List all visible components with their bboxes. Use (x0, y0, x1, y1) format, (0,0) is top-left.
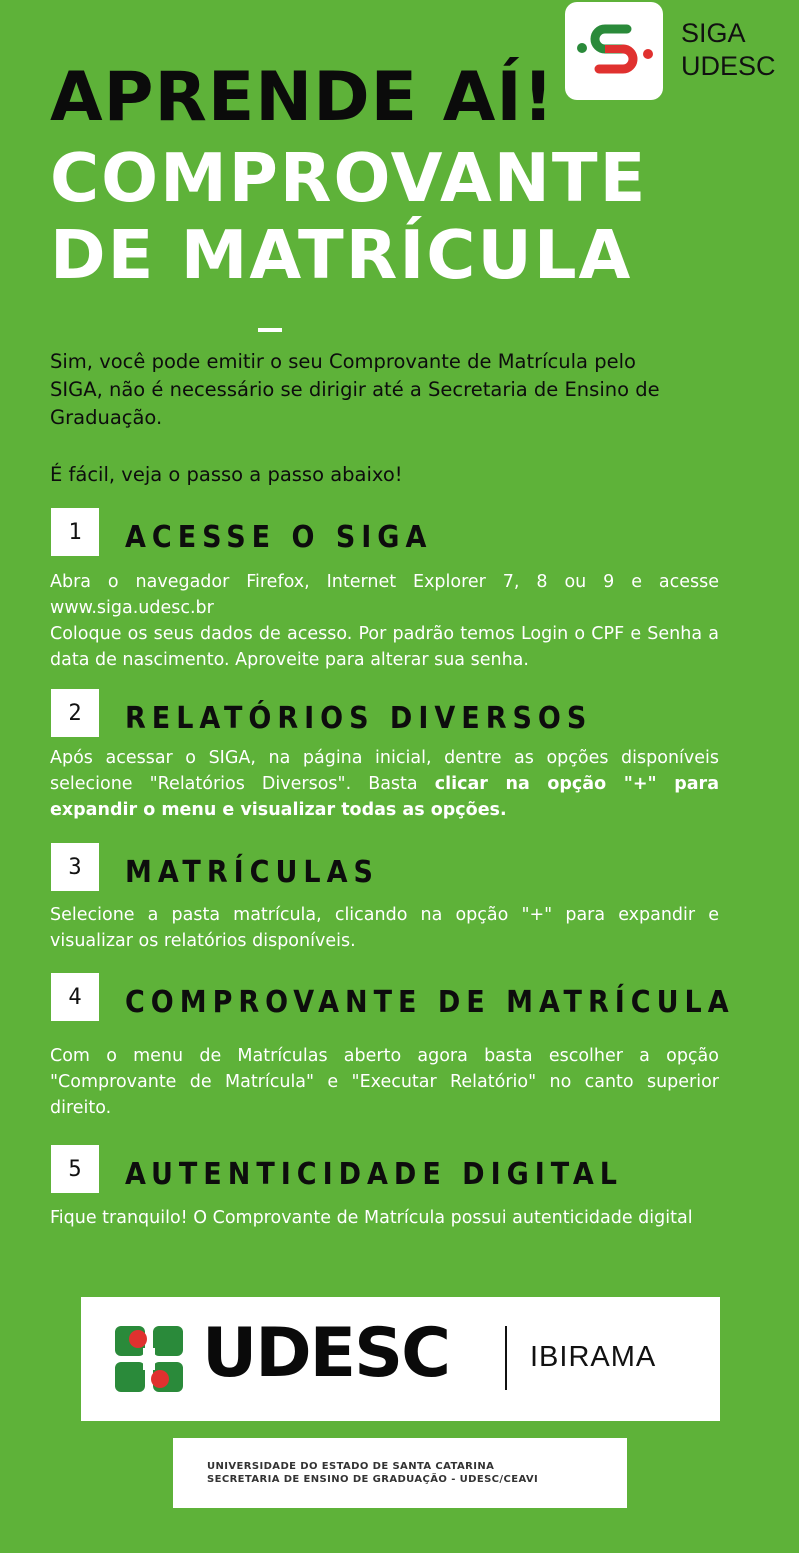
siga-s-icon (565, 2, 663, 100)
step-3-body (50, 902, 719, 954)
step-4-body (50, 1043, 719, 1121)
step-5-body-line1: Fique tranquilo! O Comprovante de Matrícula possui autenticidade digital (50, 1208, 693, 1228)
udesc-wordmark: UDESC (202, 1314, 449, 1393)
step-5-title: AUTENTICIDADE DIGITAL (125, 1157, 623, 1192)
step-2-body (50, 745, 719, 823)
siga-logo-line2: UDESC (681, 51, 776, 81)
hero-title-line2: DE MATRÍCULA (50, 216, 633, 294)
intro-text: Sim, você pode emitir o seu Comprovante de Matrícula pelo SIGA, não é necessário se dirigir até a Secretaria de Ensino de Graduação. (50, 350, 660, 429)
institution-line1: UNIVERSIDADE DO ESTADO DE SANTA CATARINA (207, 1461, 495, 1472)
step-4-number: 4 (51, 973, 99, 1021)
step-1-body-line1: Abra o navegador Firefox, Internet Explorer 7, 8 ou 9 e acesse www.siga.udesc.br (50, 572, 719, 618)
udesc-campus: IBIRAMA (530, 1341, 657, 1373)
institution-text (207, 1460, 538, 1486)
step-3-number: 3 (51, 843, 99, 891)
siga-logo-line1: SIGA (681, 18, 746, 48)
step-5-body (50, 1205, 719, 1231)
step-2-title: RELATÓRIOS DIVERSOS (125, 701, 593, 736)
intro-cta: É fácil, veja o passo a passo abaixo! (50, 463, 403, 486)
udesc-divider (505, 1326, 507, 1390)
step-3-body-line1: Selecione a pasta matrícula, clicando na opção "+" para expandir e visualizar os relatórios disponíveis. (50, 905, 719, 951)
step-1-body (50, 569, 719, 673)
hero-title-line1: COMPROVANTE (50, 139, 648, 217)
institution-line2: SECRETARIA DE ENSINO DE GRADUAÇÃO - UDESC/CEAVI (207, 1474, 539, 1485)
step-2-body-emphasis: clicar na opção "+" para expandir o menu e visualizar todas as opções. (50, 774, 719, 820)
hero-title (50, 140, 770, 294)
step-1-title: ACESSE O SIGA (125, 520, 433, 555)
step-4-body-line1: Com o menu de Matrículas aberto agora basta escolher a opção "Comprovante de Matrícula" e "Executar Relatório" no canto superior direito. (50, 1046, 719, 1118)
divider-dash (258, 328, 282, 332)
step-2-body-text: Após acessar o SIGA, na página inicial, dentre as opções disponíveis selecione "Relatórios Diversos". Basta (50, 748, 719, 794)
hero-title-kicker: APRENDE AÍ! (50, 58, 555, 137)
step-4-title: COMPROVANTE DE MATRÍCULA (125, 985, 735, 1020)
step-1-body-line2: Coloque os seus dados de acesso. Por padrão temos Login o CPF e Senha a data de nascimento. Aproveite para alterar sua senha. (50, 624, 719, 670)
step-2-number: 2 (51, 689, 99, 737)
siga-logo (565, 2, 663, 100)
step-3-title: MATRÍCULAS (125, 855, 379, 890)
udesc-emblem-icon (115, 1326, 183, 1392)
step-1-number: 1 (51, 508, 99, 556)
siga-logo-text (681, 17, 791, 83)
step-5-number: 5 (51, 1145, 99, 1193)
